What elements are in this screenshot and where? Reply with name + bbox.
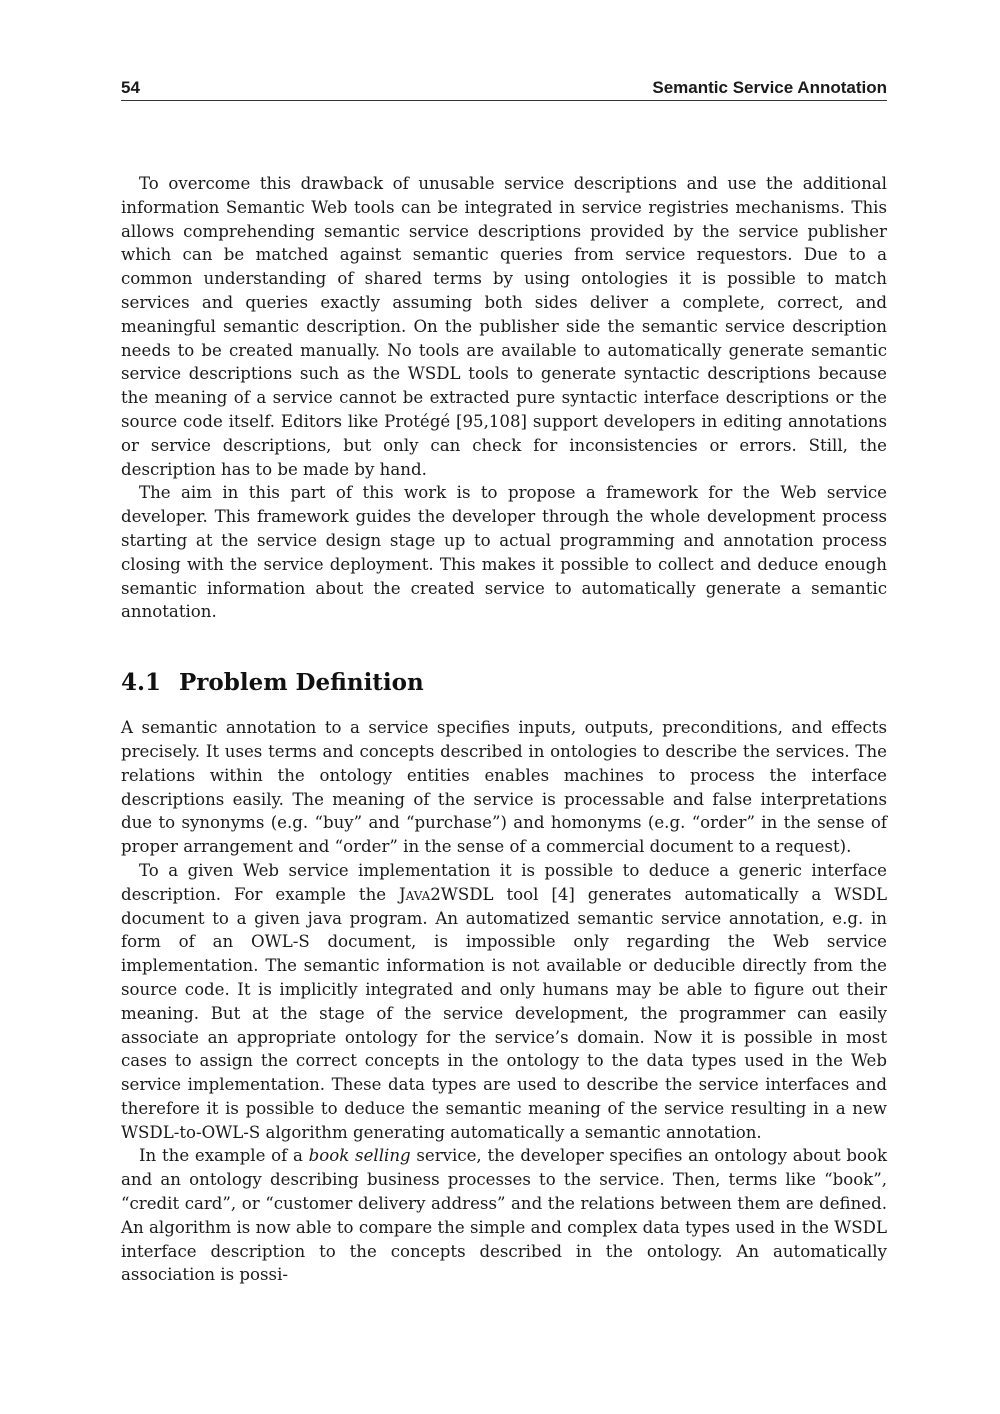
section-paragraph-3	[121, 1144, 887, 1287]
section-paragraph-2	[121, 859, 887, 1145]
tool-name: Java2WSDL	[399, 884, 494, 904]
section-number: 4.1	[121, 669, 162, 697]
section-paragraph-1: A semantic annotation to a service specifies inputs, outputs, preconditions, and effects precisely. It uses terms and concepts described in ontologies to describe the services. The relations within the ontology entities enables machines to process the interface descriptions easily. The meaning of the service is processable and false interpretations due to synonyms (e.g. “buy” and “purchase”) and homonyms (e.g. “order” in the sense of proper arrangement and “order” in the sense of a commercial document to a request).	[121, 718, 887, 857]
intro-paragraph-2: The aim in this part of this work is to propose a framework for the Web service developer. This framework guides the developer through the whole development process starting at the service design stage up to actual programming and annotation process closing with the service deployment. This makes it possible to collect and deduce enough semantic information about the created service to automatically generate a semantic annotation.	[121, 483, 887, 622]
paragraph-text: tool [4] generates automatically a WSDL document to a given java program. An automatized semantic service annotation, e.g. in form of an OWL-S document, is impossible only regarding the Web service implementation. The semantic information is not available or deducible directly from the source code. It is implicitly integrated and only humans may be able to figure out their meaning. But at the stage of the service development, the programmer can easily associate an appropriate ontology for the service’s domain. Now it is possible in most cases to assign the correct concepts in the ontology to the data types used in the Web service implementation. These data types are used to describe the service interfaces and therefore it is possible to deduce the semantic meaning of the service resulting in a new WSDL-to-OWL-S algorithm generating automatically a semantic annotation.	[121, 884, 887, 1142]
section-title: Problem Definition	[179, 669, 424, 697]
intro-paragraph-1: To overcome this drawback of unusable service descriptions and use the additional information Semantic Web tools can be integrated in service registries mechanisms. This allows comprehending semantic service descriptions provided by the service publisher which can be matched against semantic queries from service requestors. Due to a common understanding of shared terms by using ontologies it is possible to match services and queries exactly assuming both sides deliver a complete, correct, and meaningful semantic description. On the publisher side the semantic service description needs to be created manually. No tools are available to automatically generate semantic service descriptions such as the WSDL tools to generate syntactic descriptions because the meaning of a service cannot be extracted pure syntactic interface descriptions or the source code itself. Editors like Protégé [95,108] support developers in editing annotations or service descriptions, but only can check for inconsistencies or errors. Still, the description has to be made by hand.	[121, 174, 887, 479]
chapter-title: Semantic Service Annotation	[652, 78, 887, 97]
paragraph-text: service, the developer specifies an ontology about book and an ontology describing business processes to the service. Then, terms like “book”, “credit card”, or “customer delivery address” and the relations between them are defined. An algorithm is now able to compare the simple and complex data types used in the WSDL interface description to the concepts described in the ontology. An automatically association is possi-	[121, 1146, 888, 1285]
body-text	[121, 172, 887, 1287]
emphasis-text: book selling	[308, 1146, 411, 1166]
paragraph-text: In the example of a	[139, 1146, 309, 1166]
running-header	[121, 76, 887, 101]
section-heading	[121, 668, 887, 698]
paragraph-text: To a given Web service implementation it is possible to deduce a generic interface description. For example the	[121, 860, 887, 904]
page-number: 54	[121, 78, 140, 97]
